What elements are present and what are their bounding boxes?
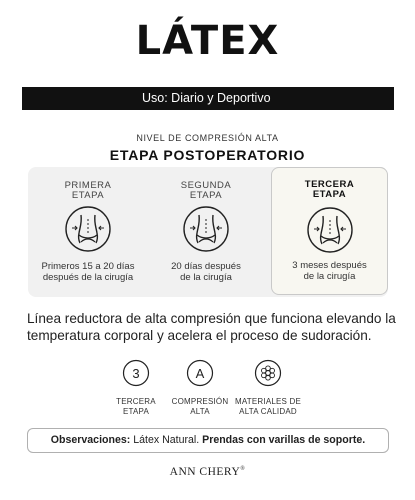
section-heading: ETAPA POSTOPERATORIO — [109, 147, 306, 163]
product-title: LÁTEX — [135, 18, 280, 64]
brand-name: ANN CHERY — [169, 466, 241, 478]
feature-label — [228, 397, 308, 416]
corset-body-icon — [64, 205, 112, 253]
stage-name-line: TERCERA — [304, 179, 355, 190]
stage-three-icon — [122, 359, 150, 387]
stage-desc-line: 3 meses después — [292, 260, 367, 271]
materials-quality-icon — [254, 359, 282, 387]
stage-name-line: ETAPA — [312, 189, 347, 200]
brand-registered-mark: ® — [240, 466, 246, 473]
stage-third-highlighted — [271, 167, 388, 295]
feature-symbol: 3 — [132, 366, 140, 381]
feature-symbol: A — [195, 366, 205, 381]
usage-bar: Uso: Diario y Deportivo — [22, 87, 394, 110]
feature-materials — [228, 359, 308, 416]
observations-box — [27, 428, 389, 453]
corset-body-icon — [182, 205, 230, 253]
stage-second — [146, 167, 266, 297]
stage-first — [28, 167, 148, 297]
stage-desc-line: 20 días después — [171, 261, 241, 272]
stage-desc-line: de la cirugía — [303, 270, 356, 282]
compression-high-icon — [186, 359, 214, 387]
stage-desc-line: de la cirugía — [180, 271, 232, 283]
stage-description — [146, 262, 266, 283]
stage-name — [272, 180, 387, 200]
feature-label-line: ETAPA — [122, 406, 150, 416]
stage-desc-line: Primeros 15 a 20 días — [41, 261, 135, 272]
feature-label-line: COMPRESIÓN — [171, 397, 229, 406]
stage-name — [146, 181, 266, 201]
feature-label-line: ALTA — [190, 406, 210, 416]
stage-name-line: PRIMERA — [64, 180, 112, 191]
stage-name-line: ETAPA — [189, 190, 223, 201]
feature-label-line: ALTA CALIDAD — [239, 406, 297, 416]
corset-body-icon — [306, 206, 354, 254]
stage-desc-line: después de la cirugía — [42, 271, 134, 283]
compression-level-label: NIVEL DE COMPRESIÓN ALTA — [136, 133, 279, 143]
product-description: Línea reductora de alta compresión que funciona elevando la temperatura corporal y acelera el proceso de sudoración. — [27, 311, 396, 343]
stage-name — [28, 181, 148, 201]
feature-label-line: MATERIALES DE — [234, 397, 302, 406]
observations-text: Látex Natural. — [130, 434, 203, 446]
stage-description — [28, 262, 148, 283]
stage-description — [272, 261, 387, 282]
stages-panel — [28, 167, 388, 297]
observations-bold-text: Prendas con varillas de soporte. — [202, 434, 366, 446]
stage-name-line: ETAPA — [71, 190, 105, 201]
observations-label: Observaciones: — [50, 434, 131, 446]
stage-name-line: SEGUNDA — [180, 180, 232, 191]
brand-logo — [0, 466, 415, 478]
feature-label-line: TERCERA — [116, 397, 156, 406]
